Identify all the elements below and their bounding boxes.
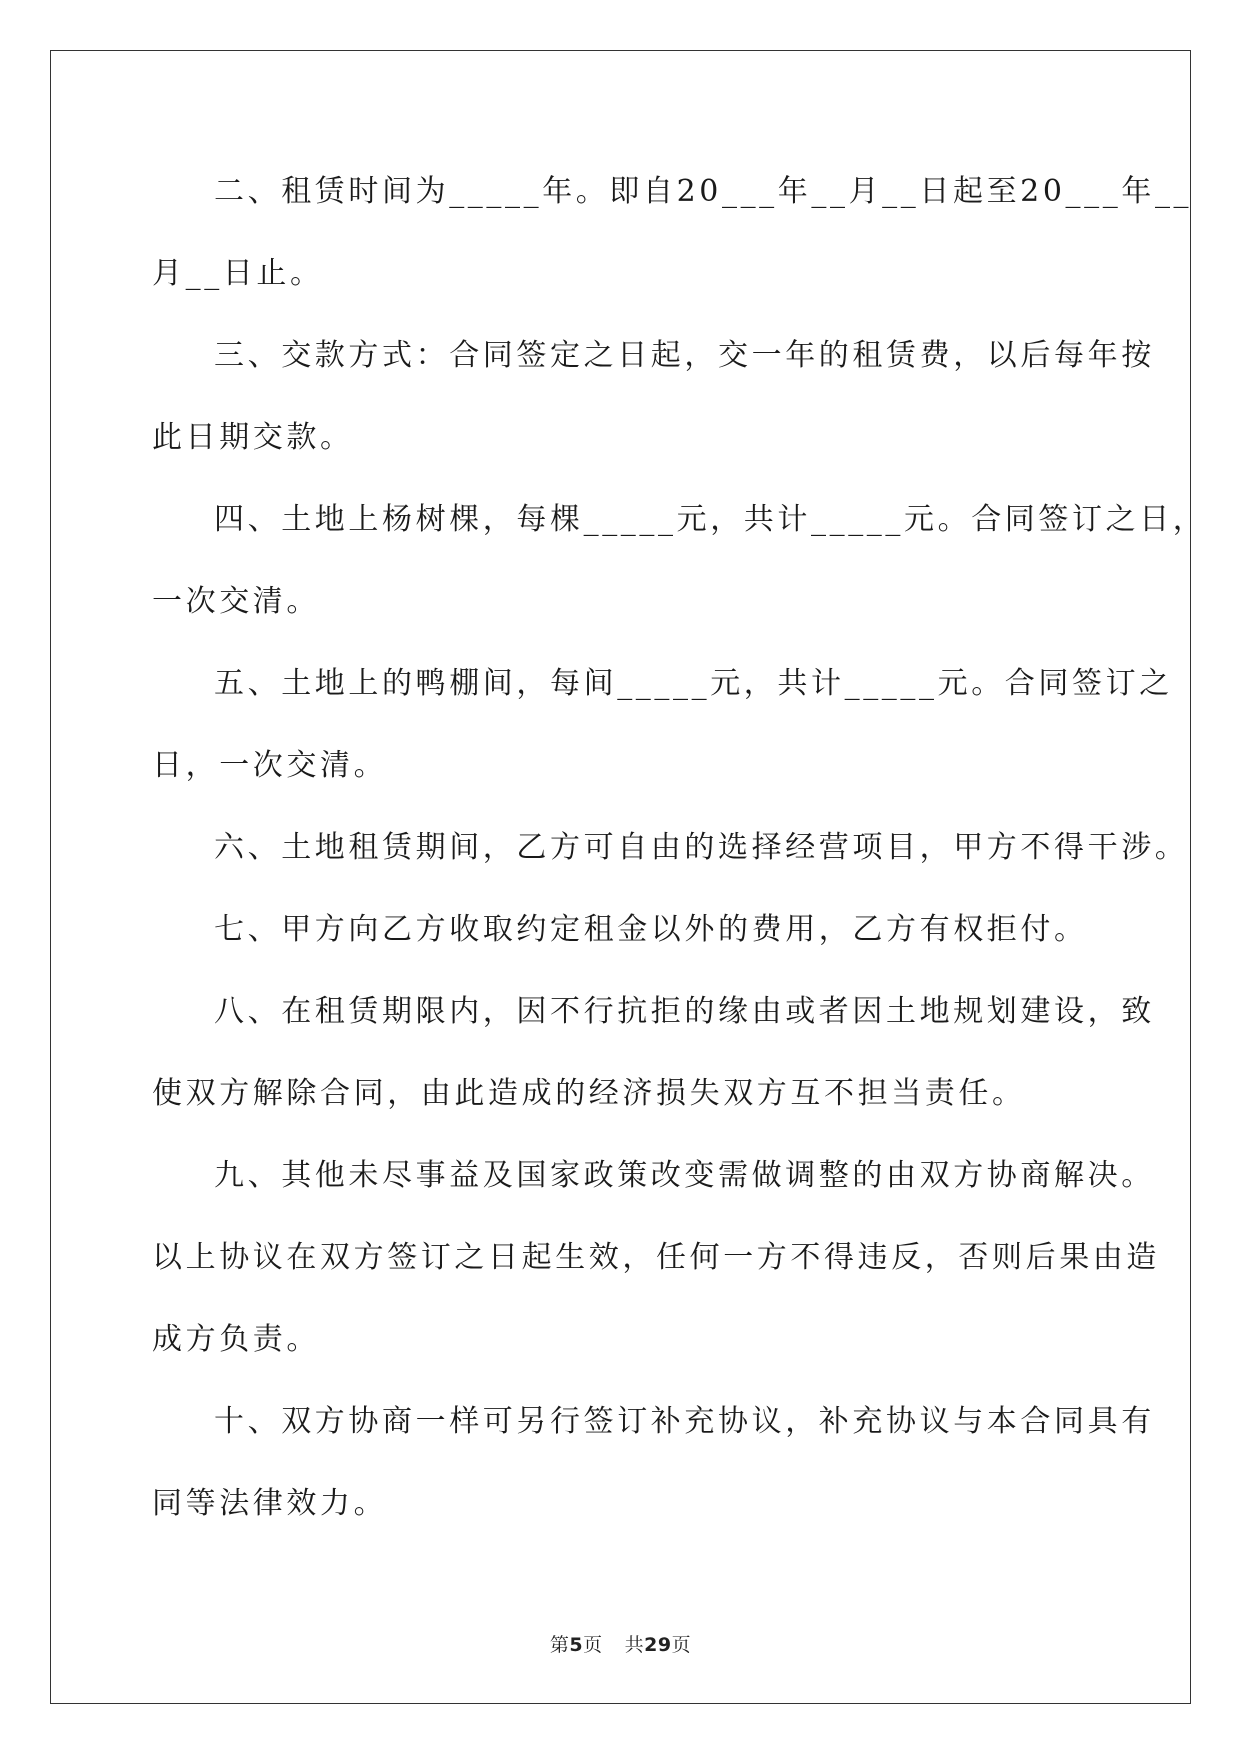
text-line: 六、土地租赁期间，乙方可自由的选择经营项目，甲方不得干涉。 bbox=[214, 830, 1189, 865]
page-number-prefix: 第 bbox=[549, 1634, 570, 1656]
text-line: 九、其他未尽事益及国家政策改变需做调整的由双方协商解决。 bbox=[214, 1158, 1155, 1193]
text-line: 一次交清。 bbox=[152, 584, 320, 619]
text-line: 二、租赁时间为_____年。即自20___年__月__日起至20___年__ bbox=[214, 174, 1193, 209]
text-line: 日，一次交清。 bbox=[152, 748, 388, 783]
text-line: 四、土地上杨树棵，每棵_____元，共计_____元。合同签订之日， bbox=[214, 502, 1207, 537]
text-line: 此日期交款。 bbox=[152, 420, 354, 455]
page-footer bbox=[0, 1630, 1241, 1657]
text-line: 同等法律效力。 bbox=[152, 1486, 388, 1521]
text-line: 八、在租赁期限内，因不行抗拒的缘由或者因土地规划建设，致 bbox=[214, 994, 1155, 1029]
text-line: 以上协议在双方签订之日起生效，任何一方不得违反，否则后果由造 bbox=[152, 1240, 1160, 1275]
page-total-suffix: 页 bbox=[671, 1634, 692, 1656]
text-line: 月__日止。 bbox=[152, 256, 324, 291]
text-line: 使双方解除合同，由此造成的经济损失双方互不担当责任。 bbox=[152, 1076, 1026, 1111]
document-body bbox=[152, 165, 1207, 1559]
page-number-total: 29 bbox=[644, 1634, 672, 1656]
page-number-current: 5 bbox=[569, 1634, 584, 1656]
text-line: 七、甲方向乙方收取约定租金以外的费用，乙方有权拒付。 bbox=[214, 912, 1088, 947]
text-line: 十、双方协商一样可另行签订补充协议，补充协议与本合同具有 bbox=[214, 1404, 1155, 1439]
text-line: 成方负责。 bbox=[152, 1322, 320, 1357]
text-line: 三、交款方式：合同签定之日起，交一年的租赁费，以后每年按 bbox=[214, 338, 1155, 373]
page-number-suffix: 页 bbox=[583, 1634, 603, 1656]
text-line: 五、土地上的鸭棚间，每间_____元，共计_____元。合同签订之 bbox=[214, 666, 1173, 701]
page-total-prefix: 共 bbox=[624, 1634, 645, 1656]
